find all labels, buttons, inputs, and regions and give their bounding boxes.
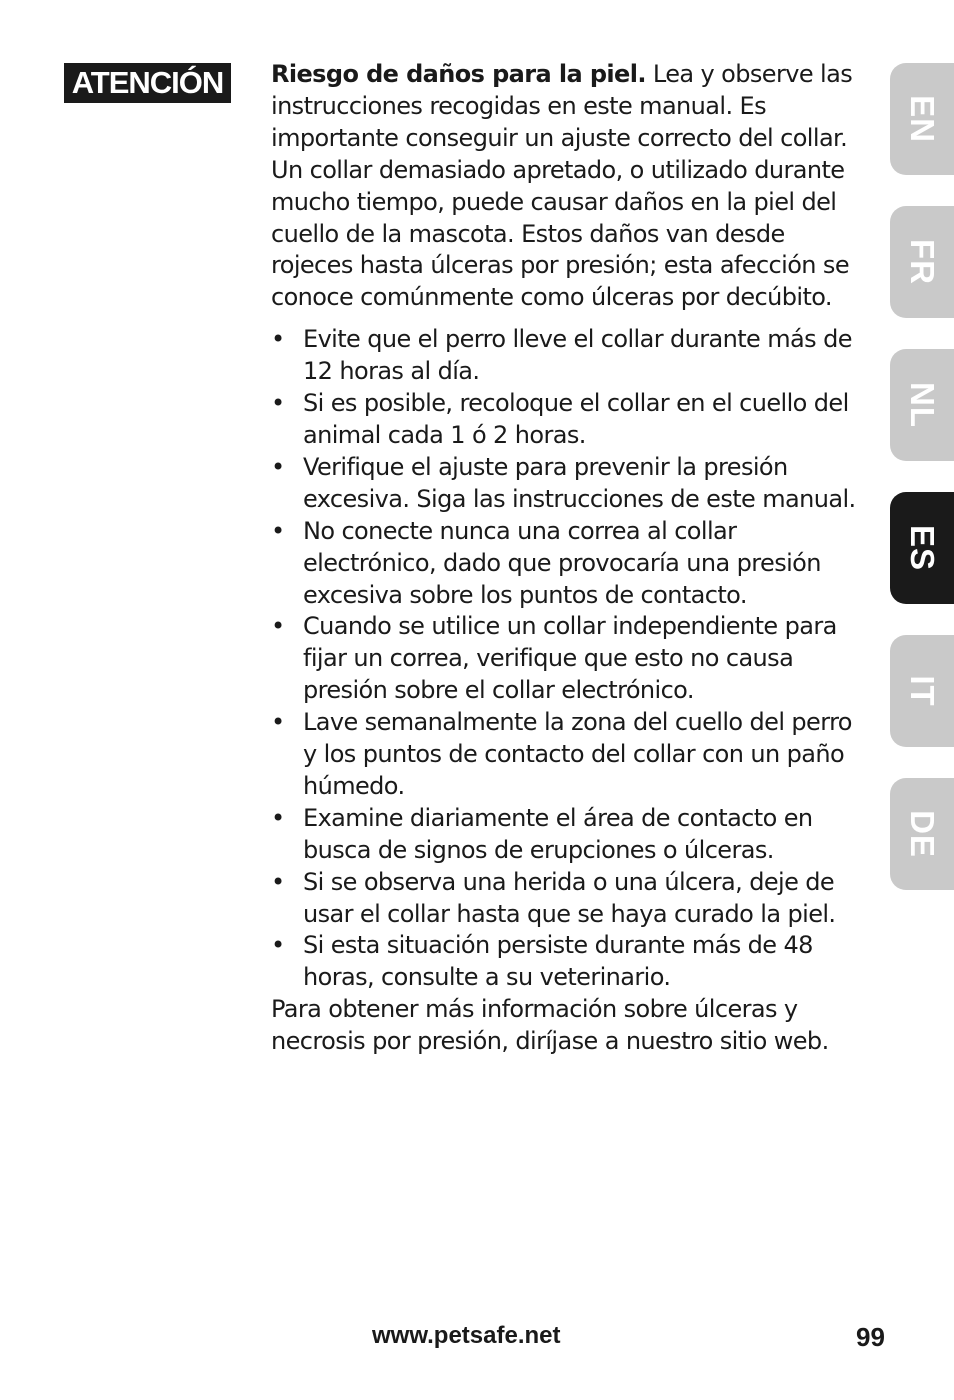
closing-paragraph: Para obtener más información sobre úlceras y necrosis por presión, diríjase a nuestro sitio web. <box>271 995 829 1056</box>
tab-fr[interactable] <box>890 206 954 318</box>
list-item: • Si es posible, recoloque el collar en el cuello del animal cada 1 ó 2 horas. <box>271 389 849 449</box>
list-item: • Cuando se utilice un collar independiente para fijar un correa, verifique que esto no causa presión sobre el collar electrónico. <box>271 612 837 705</box>
intro-text: Lea y observe las instrucciones recogidas en este manual. Es importante conseguir un ajuste correcto del collar. Un collar demasiado apretado, o utilizado durante mucho tiempo, puede causar daños en la piel del cuello de la mascota. Estos daños van desde rojeces hasta úlceras por presión; esta afección se conoce comúnmente como úlceras por decúbito. <box>271 60 853 312</box>
bullet-icon: • <box>271 516 285 545</box>
footer-url: www.petsafe.net <box>372 1322 561 1349</box>
bullet-icon: • <box>271 803 285 832</box>
intro-title: Riesgo de daños para la piel. <box>271 60 646 88</box>
page-number: 99 <box>856 1322 885 1352</box>
bullet-icon: • <box>271 325 285 354</box>
list-item: • Si esta situación persiste durante más de 48 horas, consulte a su veterinario. <box>271 931 813 992</box>
intro-paragraph <box>271 59 871 314</box>
tab-label: DE <box>904 810 941 858</box>
bullet-list <box>271 324 871 994</box>
tab-it[interactable] <box>890 635 954 747</box>
tab-nl[interactable] <box>890 349 954 461</box>
warning-content <box>271 59 871 1058</box>
bullet-icon: • <box>271 708 285 737</box>
list-item: • Lave semanalmente la zona del cuello del perro y los puntos de contacto del collar con un paño húmedo. <box>271 708 852 800</box>
language-tabs <box>890 63 954 921</box>
tab-es[interactable] <box>890 492 954 604</box>
list-item: • Examine diariamente el área de contacto en busca de signos de erupciones o úlceras. <box>271 803 813 864</box>
list-item: • Evite que el perro lleve el collar durante más de 12 horas al día. <box>271 325 852 386</box>
bullet-icon: • <box>271 452 285 481</box>
tab-label: NL <box>904 382 941 428</box>
tab-label: FR <box>904 239 941 285</box>
tab-label: EN <box>904 95 941 143</box>
bullet-icon: • <box>271 612 285 641</box>
bullet-icon: • <box>271 931 285 960</box>
list-item: • No conecte nunca una correa al collar electrónico, dado que provocaría una presión excesiva sobre los puntos de contacto. <box>271 516 821 609</box>
bullet-icon: • <box>271 389 285 418</box>
tab-label: ES <box>904 524 941 572</box>
tab-de[interactable] <box>890 778 954 890</box>
tab-label: IT <box>904 675 941 707</box>
list-item: • Verifique el ajuste para prevenir la presión excesiva. Siga las instrucciones de este manual. <box>271 452 856 513</box>
warning-badge: ATENCIÓN <box>64 63 231 103</box>
tab-en[interactable] <box>890 63 954 175</box>
list-item: • Si se observa una herida o una úlcera, deje de usar el collar hasta que se haya curado la piel. <box>271 867 836 928</box>
bullet-icon: • <box>271 867 285 896</box>
